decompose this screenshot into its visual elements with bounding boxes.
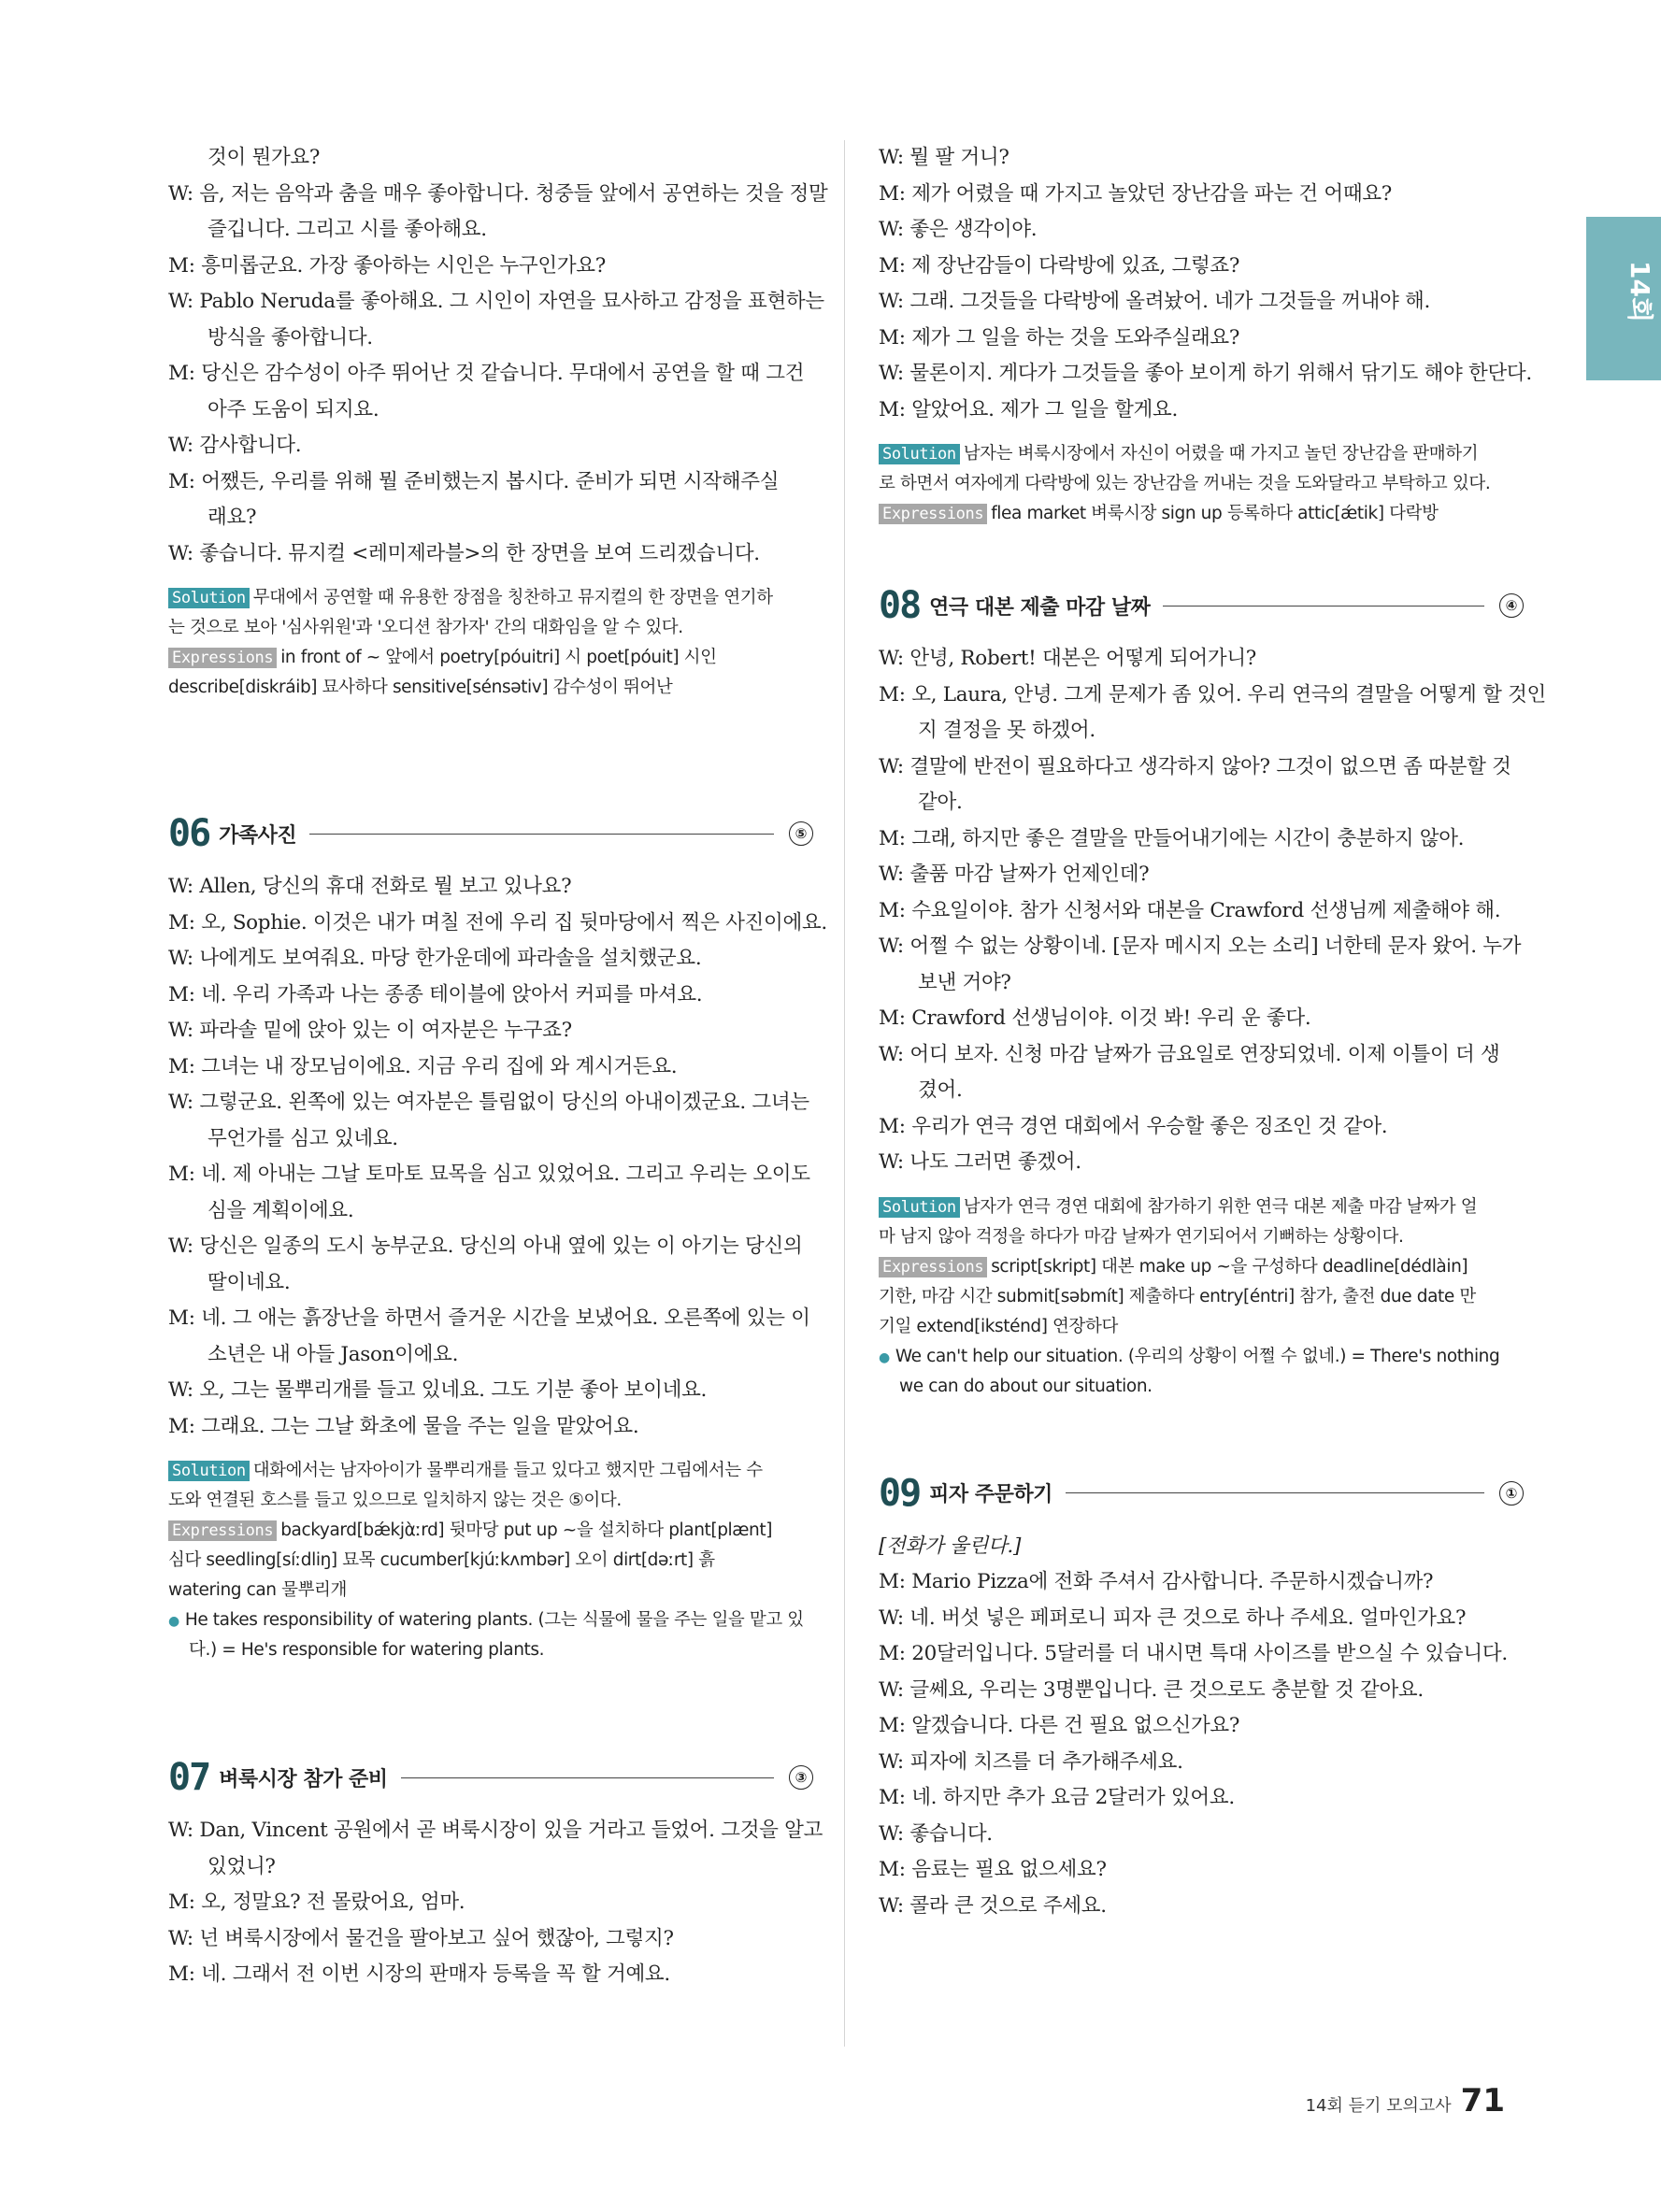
dialogue-line: M: 네. 하지만 추가 요금 2달러가 있어요.: [879, 1786, 1235, 1809]
section-rule: [309, 834, 774, 835]
answer-mark: ③: [789, 1765, 813, 1790]
section-title: 연극 대본 제출 마감 날짜: [929, 595, 1151, 620]
note-text: 심다 seedling[síːdliŋ] 묘목 cucumber[kjúːkʌmbər] 오이 dirt[dəːrt] 흙: [168, 1550, 715, 1570]
dialogue-line: 심을 계획이에요.: [208, 1198, 354, 1222]
section-rule: [1066, 1492, 1484, 1493]
dialogue-line: M: 음료는 필요 없으세요?: [879, 1858, 1107, 1881]
note-line: [168, 1635, 813, 1665]
dialogue-line: W: 물론이지. 게다가 그것들을 좋아 보이게 하기 위해서 닦기도 해야 한단다.: [879, 362, 1532, 385]
note-text: 도와 연결된 호스를 들고 있으므로 일치하지 않는 것은 ⑤이다.: [168, 1491, 622, 1510]
note-line: [879, 1312, 1524, 1342]
dialogue-line: M: 알겠습니다. 다른 건 필요 없으신가요?: [879, 1714, 1240, 1737]
dialogue-line: W: 글쎄요, 우리는 3명뿐입니다. 큰 것으로도 충분할 것 같아요.: [879, 1677, 1424, 1702]
dialogue-line: 겼어.: [918, 1078, 963, 1102]
footer-label: 14회 듣기 모의고사: [1305, 2096, 1452, 2116]
dialogue-line: 즐깁니다. 그리고 시를 좋아해요.: [208, 218, 487, 241]
dialogue-line: W: 출품 마감 날짜가 언제인데?: [879, 863, 1150, 886]
section-07-header: [168, 1751, 813, 1804]
right-column: [879, 140, 1547, 1924]
section-06-header: [168, 807, 813, 860]
dialogue-line: M: 오, Laura, 안녕. 그게 문제가 좀 있어. 우리 연극의 결말을 어떻게 할 것인: [879, 682, 1547, 706]
dialogue-line: 무언가를 심고 있네요.: [208, 1126, 398, 1150]
note-text: 남자가 연극 경연 대회에 참가하기 위한 연극 대본 제출 마감 날짜가 얼: [963, 1196, 1478, 1217]
note-line: [168, 1576, 813, 1605]
answer-mark: ④: [1499, 593, 1524, 618]
dialogue-line: 방식을 좋아합니다.: [208, 325, 373, 350]
dialogue-line: M: 제 장난감들이 다락방에 있죠, 그렇죠?: [879, 253, 1240, 278]
dialogue-line: W: 어쩔 수 없는 상황이네. [문자 메시지 오는 소리] 너한테 문자 왔어. 누가: [879, 935, 1522, 958]
dialogue-line: W: Allen, 당신의 휴대 전화로 뭘 보고 있나요?: [168, 875, 572, 898]
note-text: 대화에서는 남자아이가 물뿌리개를 들고 있다고 했지만 그림에서는 수: [252, 1461, 763, 1480]
section-number: 09: [879, 1471, 921, 1515]
section-number: 06: [168, 812, 210, 855]
dialogue-line: W: 파라솔 밑에 앉아 있는 이 여자분은 누구죠?: [168, 1019, 572, 1042]
note-text: we can do about our situation.: [899, 1376, 1153, 1396]
dialogue-line: M: 네. 제 아내는 그날 토마토 묘목을 심고 있었어요. 그리고 우리는 오이도: [168, 1163, 810, 1186]
note-text: script[skript] 대본 make up ~을 구성하다 deadline[dédlàin]: [991, 1256, 1468, 1277]
dialogue-line: M: 제가 어렸을 때 가지고 놀았던 장난감을 파는 건 어때요?: [879, 181, 1393, 206]
note-line: [879, 1252, 1524, 1282]
note-line: [879, 1342, 1524, 1372]
note-line: [879, 1372, 1524, 1402]
dialogue-line: W: 그래. 그것들을 다락방에 올려놨어. 네가 그것들을 꺼내야 해.: [879, 290, 1431, 313]
expressions-tag: Expressions: [168, 1520, 277, 1541]
dialogue-line: M: 네. 그래서 전 이번 시장의 판매자 등록을 꼭 할 거예요.: [168, 1962, 670, 1986]
section-07-dialogue-cont: [879, 140, 1532, 428]
dialogue-line: W: 넌 벼룩시장에서 물건을 팔아보고 싶어 했잖아, 그렇지?: [168, 1926, 674, 1950]
dialogue-line: 같아.: [918, 791, 963, 814]
dialogue-line: M: 그래요. 그는 그날 화초에 물을 주는 일을 맡았어요.: [168, 1414, 639, 1438]
page-footer: [1306, 2082, 1505, 2119]
section-09-dialogue: [879, 1529, 1524, 1925]
dialogue-line: W: 네. 버섯 넣은 페퍼로니 피자 큰 것으로 하나 주세요. 얼마인가요?: [879, 1605, 1467, 1630]
note-text: in front of ~ 앞에서 poetry[póuitri] 시 poet[póuit] 시인: [280, 648, 717, 667]
note-line: [879, 499, 1524, 529]
dialogue-line: M: 네. 그 애는 흙장난을 하면서 즐거운 시간을 보냈어요. 오른쪽에 있는 이: [168, 1306, 810, 1330]
note-line: [879, 1192, 1524, 1222]
dialogue-line: M: 20달러입니다. 5달러를 더 내시면 특대 사이즈를 받으실 수 있습니다.: [879, 1642, 1508, 1665]
section-07-notes: [879, 439, 1524, 529]
section-08-header: [879, 579, 1524, 632]
solution-tag: Solution: [168, 1461, 250, 1481]
section-06-dialogue: [168, 869, 827, 1445]
dialogue-line: M: 그녀는 내 장모님이에요. 지금 우리 집에 와 계시거든요.: [168, 1054, 678, 1078]
dialogue-line: M: 오, Sophie. 이것은 내가 며칠 전에 우리 집 뒷마당에서 찍은 사진이에요.: [168, 910, 827, 935]
note-text: We can't help our situation. (우리의 상황이 어쩔 수 없네.) = There's nothing: [895, 1346, 1500, 1366]
expressions-tag: Expressions: [879, 1257, 987, 1277]
note-line: [168, 1456, 813, 1486]
column-divider: [844, 140, 845, 2047]
dialogue-line: M: 어쨌든, 우리를 위해 뭘 준비했는지 봅시다. 준비가 되면 시작해주실: [168, 469, 780, 493]
note-line: [168, 1486, 813, 1516]
dialogue-line: M: 알았어요. 제가 그 일을 할게요.: [879, 397, 1179, 421]
dialogue-line: M: 오, 정말요? 전 몰랐어요, 엄마.: [168, 1891, 465, 1914]
note-text: 남자는 벼룩시장에서 자신이 어렸을 때 가지고 놀던 장난감을 판매하기: [963, 444, 1479, 464]
dialogue-line: W: 좋습니다.: [879, 1821, 993, 1846]
dialogue-line: M: 그래, 하지만 좋은 결말을 만들어내기에는 시간이 충분하지 않아.: [879, 826, 1465, 850]
expressions-tag: Expressions: [168, 648, 277, 668]
section-title: 가족사진: [219, 823, 297, 848]
note-line: [168, 1605, 813, 1635]
solution-tag: Solution: [879, 444, 960, 464]
note-line: [168, 1546, 813, 1576]
dialogue-line: W: 안녕, Robert! 대본은 어떻게 되어가니?: [879, 647, 1257, 670]
note-text: 기한, 마감 시간 submit[səbmít] 제출하다 entry[éntri] 참가, 출전 due date 만: [879, 1286, 1476, 1306]
section-number: 08: [879, 584, 921, 627]
section-09-header: [879, 1467, 1524, 1520]
dialogue-line: 보낸 거야?: [918, 970, 1011, 994]
note-line: [879, 1222, 1524, 1252]
section-number: 07: [168, 1756, 210, 1799]
bullet-icon: ●: [168, 1614, 179, 1629]
dialogue-line: W: 음, 저는 음악과 춤을 매우 좋아합니다. 청중들 앞에서 공연하는 것을 정말: [168, 181, 828, 206]
dialogue-line: M: Mario Pizza에 전화 주셔서 감사합니다. 주문하시겠습니까?: [879, 1570, 1434, 1593]
dialogue-line: M: 제가 그 일을 하는 것을 도와주실래요?: [879, 325, 1240, 350]
dialogue-line: 소년은 내 아들 Jason이에요.: [208, 1342, 459, 1366]
note-text: 기일 extend[iksténd] 연장하다: [879, 1316, 1118, 1336]
section-title: 피자 주문하기: [929, 1483, 1052, 1506]
note-text: 마 남지 않아 걱정을 하다가 마감 날짜가 연기되어서 기뻐하는 상황이다.: [879, 1226, 1404, 1247]
section-rule: [1163, 606, 1484, 607]
expressions-tag: Expressions: [879, 504, 987, 524]
dialogue-line: W: Dan, Vincent 공원에서 곧 벼룩시장이 있을 거라고 들었어. 그것을 알고: [168, 1819, 823, 1842]
dialogue-line: 아주 도움이 되지요.: [208, 397, 379, 421]
dialogue-line: M: 수요일이야. 참가 신청서와 대본을 Crawford 선생님께 제출해야 해.: [879, 898, 1501, 922]
dialogue-line: 것이 뭔가요?: [208, 146, 321, 169]
dialogue-line: M: 흥미롭군요. 가장 좋아하는 시인은 누구인가요?: [168, 253, 607, 278]
solution-tag: Solution: [879, 1197, 960, 1218]
note-text: flea market 벼룩시장 sign up 등록하다 attic[ǽtik] 다락방: [991, 504, 1439, 523]
dialogue-line: 래요?: [208, 506, 257, 529]
note-line: [879, 439, 1524, 469]
note-line: [168, 613, 813, 643]
solution-tag: Solution: [168, 588, 250, 608]
answer-mark: ①: [1499, 1481, 1524, 1506]
answer-mark: ⑤: [789, 821, 813, 846]
section-rule: [401, 1777, 774, 1778]
left-column: [168, 140, 828, 1993]
note-line: [168, 673, 813, 703]
dialogue-line: 딸이네요.: [208, 1270, 291, 1294]
page-number: 71: [1460, 2082, 1505, 2119]
bullet-icon: ●: [879, 1349, 890, 1365]
note-text: 다.) = He's responsible for watering plants.: [189, 1640, 545, 1660]
intro-notes: [168, 583, 813, 703]
dialogue-line: W: Pablo Neruda를 좋아해요. 그 시인이 자연을 묘사하고 감정을 표현하는: [168, 290, 824, 313]
intro-dialogue: [168, 140, 828, 572]
dialogue-line: 지 결정을 못 하겠어.: [918, 719, 1095, 742]
dialogue-line: W: 결말에 반전이 필요하다고 생각하지 않아? 그것이 없으면 좀 따분할 것: [879, 754, 1511, 778]
note-text: He takes responsibility of watering plants. (그는 식물에 물을 주는 일을 맡고 있: [184, 1610, 804, 1630]
note-line: [879, 1282, 1524, 1312]
dialogue-line: W: 콜라 큰 것으로 주세요.: [879, 1893, 1107, 1918]
note-text: backyard[bǽkjὰːrd] 뒷마당 put up ~을 설치하다 plant[plænt]: [280, 1520, 773, 1540]
dialogue-line: W: 오, 그는 물뿌리개를 들고 있네요. 그도 기분 좋아 보이네요.: [168, 1378, 708, 1402]
dialogue-line: W: 나도 그러면 좋겠어.: [879, 1150, 1081, 1174]
dialogue-line: W: 좋습니다. 뮤지컬 <레미제라블>의 한 장면을 보여 드리겠습니다.: [168, 541, 760, 565]
note-line: [168, 583, 813, 613]
dialogue-line: W: 감사합니다.: [168, 434, 302, 457]
dialogue-line: W: 뭘 팔 거니?: [879, 146, 1009, 169]
section-08-notes: [879, 1192, 1524, 1402]
side-tab-label: 14회: [1625, 260, 1656, 323]
note-text: 로 하면서 여자에게 다락방에 있는 장난감을 꺼내는 것을 도와달라고 부탁하고 있다.: [879, 474, 1491, 493]
section-08-dialogue: [879, 641, 1547, 1181]
section-07-dialogue: [168, 1813, 823, 1993]
dialogue-line: M: Crawford 선생님이야. 이것 봐! 우리 운 좋다.: [879, 1006, 1311, 1030]
dialogue-line: M: 네. 우리 가족과 나는 종종 테이블에 앉아서 커피를 마셔요.: [168, 982, 703, 1006]
section-title: 벼룩시장 참가 준비: [219, 1767, 388, 1791]
note-line: [168, 1516, 813, 1546]
dialogue-line: W: 피자에 치즈를 더 추가해주세요.: [879, 1749, 1183, 1774]
dialogue-line: W: 어디 보자. 신청 마감 날짜가 금요일로 연장되었네. 이제 이틀이 더 생: [879, 1042, 1500, 1066]
note-text: watering can 물뿌리개: [168, 1580, 347, 1600]
note-line: [168, 643, 813, 673]
dialogue-line: W: 나에게도 보여줘요. 마당 한가운데에 파라솔을 설치했군요.: [168, 947, 702, 970]
dialogue-line: M: 당신은 감수성이 아주 뛰어난 것 같습니다. 무대에서 공연을 할 때 그건: [168, 362, 805, 385]
dialogue-line: M: 우리가 연극 경연 대회에서 우승할 좋은 징조인 것 같아.: [879, 1114, 1388, 1138]
stage-direction: [전화가 울린다.]: [879, 1534, 1022, 1558]
dialogue-line: W: 당신은 일종의 도시 농부군요. 당신의 아내 옆에 있는 이 아기는 당신의: [168, 1234, 803, 1258]
chapter-side-tab: [1586, 217, 1661, 380]
section-06-notes: [168, 1456, 813, 1665]
dialogue-line: W: 그렇군요. 왼쪽에 있는 여자분은 틀림없이 당신의 아내이겠군요. 그녀는: [168, 1091, 809, 1114]
note-line: [879, 469, 1524, 499]
dialogue-line: 있었니?: [208, 1854, 276, 1878]
dialogue-line: W: 좋은 생각이야.: [879, 218, 1038, 241]
note-text: 무대에서 공연할 때 유용한 장점을 칭찬하고 뮤지컬의 한 장면을 연기하: [252, 588, 773, 607]
note-text: 는 것으로 보아 '심사위원'과 '오디션 참가자' 간의 대화임을 알 수 있다.: [168, 618, 683, 637]
note-text: describe[diskráib] 묘사하다 sensitive[sénsətiv] 감수성이 뛰어난: [168, 678, 673, 697]
